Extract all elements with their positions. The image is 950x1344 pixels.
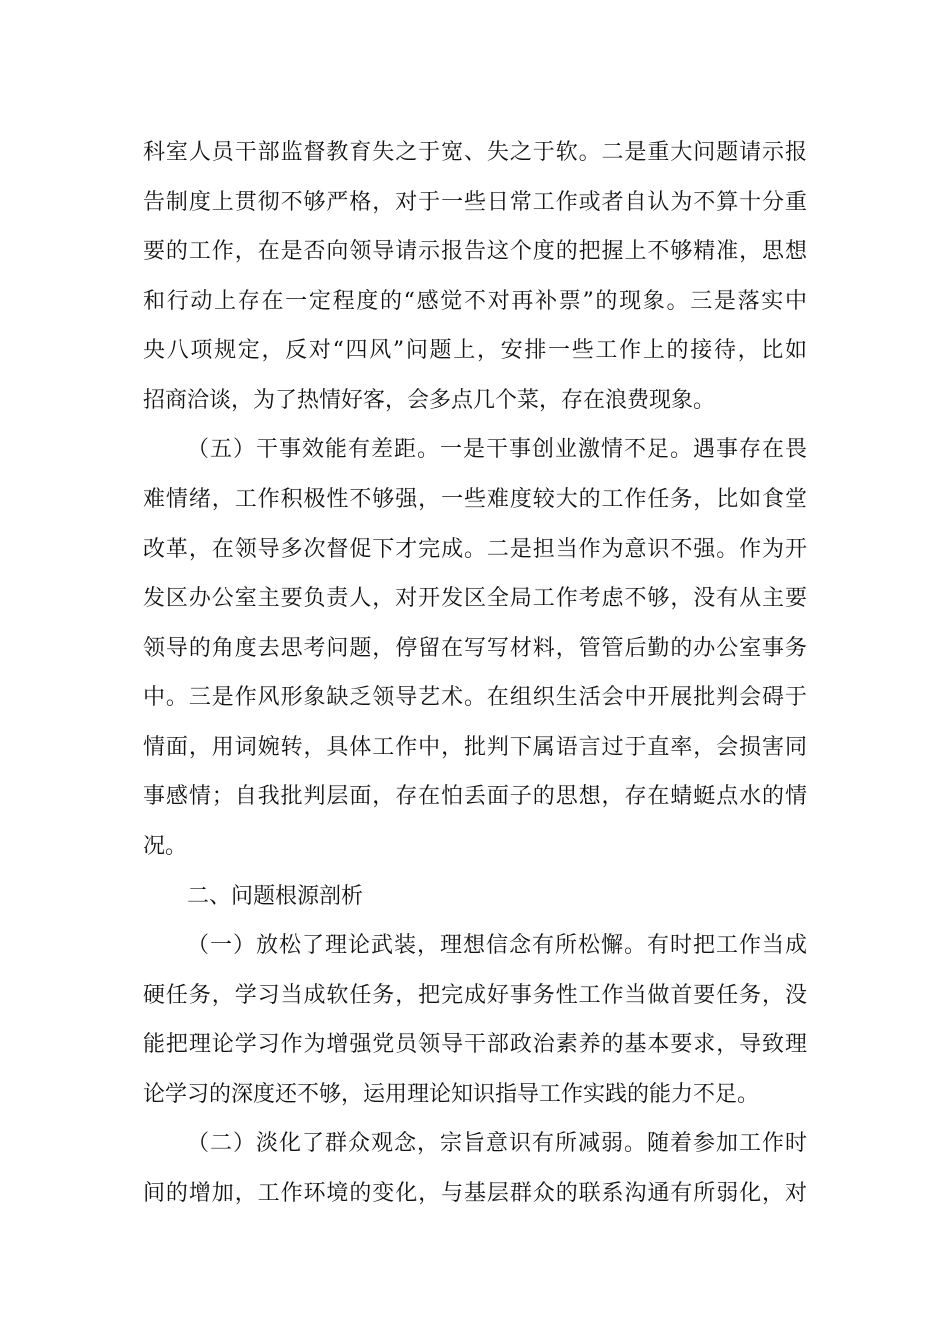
text-line: 硬任务，学习当成软任务，把完成好事务性工作当做首要任务，没 — [143, 983, 807, 1008]
section-heading: 二、问题根源剖析 — [187, 884, 364, 909]
paragraph-heading-line: （二）淡化了群众观念，宗旨意识有所减弱。随着参加工作时 — [187, 1131, 807, 1156]
text-line: 科室人员干部监督教育失之于宽、失之于软。二是重大问题请示报 — [143, 140, 807, 165]
text-line: 间的增加，工作环境的变化，与基层群众的联系沟通有所弱化，对 — [143, 1181, 807, 1206]
paragraph-heading-line: （五）干事效能有差距。一是干事创业激情不足。遇事存在畏 — [187, 437, 807, 462]
text-line: 能把理论学习作为增强党员领导干部政治素养的基本要求，导致理 — [143, 1032, 807, 1057]
text-line: 发区办公室主要负责人，对开发区全局工作考虑不够，没有从主要 — [143, 586, 807, 611]
text-line: 改革，在领导多次督促下才完成。二是担当作为意识不强。作为开 — [143, 537, 807, 562]
text-line: 情面，用词婉转，具体工作中，批判下属语言过于直率，会损害同 — [143, 735, 807, 760]
text-line: 事感情；自我批判层面，存在怕丢面子的思想，存在蜻蜓点水的情 — [143, 784, 807, 809]
text-line: 论学习的深度还不够，运用理论知识指导工作实践的能力不足。 — [143, 1082, 760, 1107]
text-line: 要的工作，在是否向领导请示报告这个度的把握上不够精准，思想 — [143, 239, 807, 264]
text-line: 央八项规定，反对“四风”问题上，安排一些工作上的接待，比如 — [143, 338, 807, 363]
text-line: 和行动上存在一定程度的“感觉不对再补票”的现象。三是落实中 — [143, 289, 807, 314]
text-line: 领导的角度去思考问题，停留在写写材料，管管后勤的办公室事务 — [143, 636, 807, 661]
text-line: 中。三是作风形象缺乏领导艺术。在组织生活会中开展批判会碍于 — [143, 685, 807, 710]
text-line: 况。 — [143, 834, 188, 859]
text-line: 告制度上贯彻不够严格，对于一些日常工作或者自认为不算十分重 — [143, 190, 807, 215]
text-line: 招商洽谈，为了热情好客，会多点几个菜，存在浪费现象。 — [143, 388, 716, 413]
text-line: 难情绪，工作积极性不够强，一些难度较大的工作任务，比如食堂 — [143, 487, 807, 512]
paragraph-heading-line: （一）放松了理论武装，理想信念有所松懈。有时把工作当成 — [187, 933, 807, 958]
